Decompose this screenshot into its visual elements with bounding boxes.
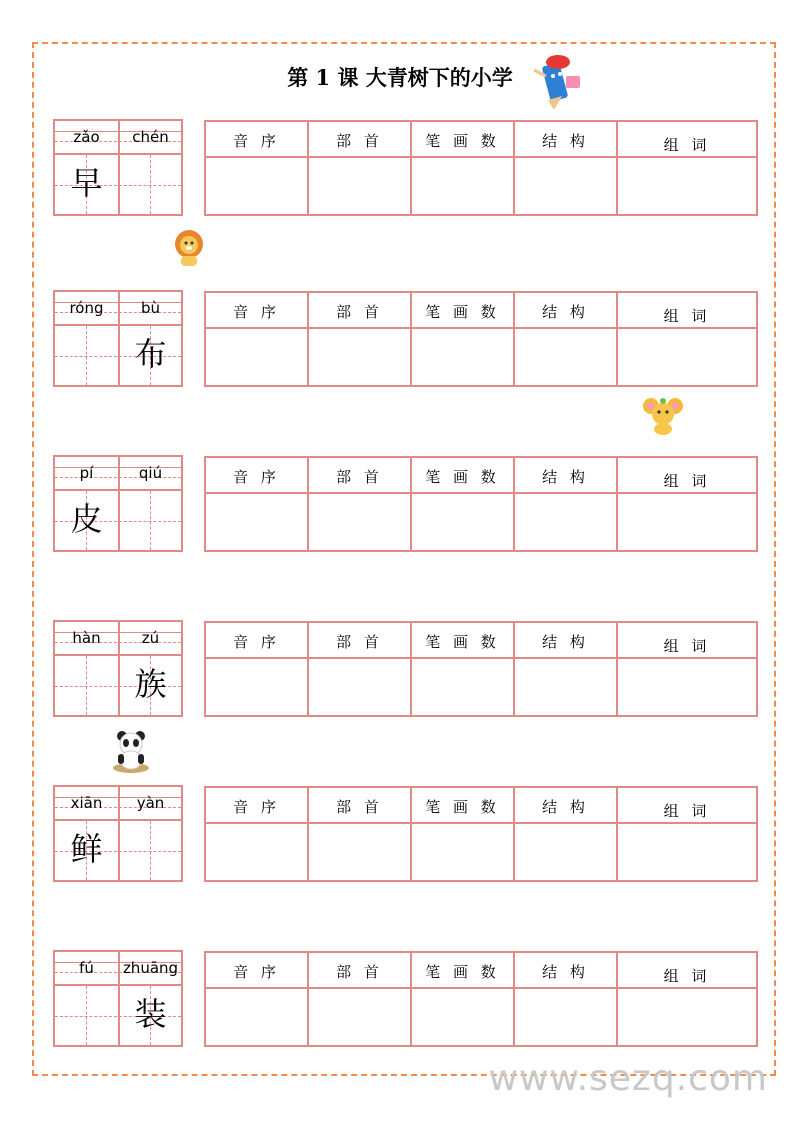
answer-cell[interactable] — [515, 989, 616, 1045]
answer-cell[interactable] — [309, 659, 410, 715]
table-column — [206, 122, 309, 214]
answer-cell[interactable] — [618, 329, 756, 385]
table-column — [206, 293, 309, 385]
hanzi-character: 鲜 — [70, 830, 103, 868]
table-column — [412, 953, 515, 1045]
answer-cell[interactable] — [618, 494, 756, 550]
tianzige-box — [53, 620, 183, 717]
answer-cell[interactable] — [515, 329, 616, 385]
column-header: 结 构 — [542, 963, 589, 981]
column-header: 部 首 — [336, 798, 383, 816]
hanzi-character: 早 — [70, 164, 103, 202]
table-column — [309, 788, 412, 880]
table-column — [309, 623, 412, 715]
column-header: 结 构 — [542, 303, 589, 321]
pinyin-label: róng — [69, 299, 104, 317]
column-header: 笔 画 数 — [425, 132, 500, 150]
column-header: 组 词 — [663, 472, 711, 490]
character-row — [53, 785, 758, 883]
hanzi-character: 皮 — [70, 500, 103, 538]
tianzige-box — [53, 119, 183, 216]
answer-cell[interactable] — [309, 824, 410, 880]
analysis-table — [204, 291, 758, 387]
table-column — [515, 122, 618, 214]
column-header: 组 词 — [663, 637, 711, 655]
table-column — [515, 953, 618, 1045]
table-column — [412, 293, 515, 385]
answer-cell[interactable] — [206, 824, 307, 880]
pinyin-label: xiān — [70, 794, 103, 812]
column-header: 音 序 — [233, 468, 280, 486]
tianzige-box — [53, 455, 183, 552]
column-header: 音 序 — [233, 132, 280, 150]
table-column — [412, 122, 515, 214]
column-header: 组 词 — [663, 307, 711, 325]
pinyin-label: qiú — [138, 464, 163, 482]
column-header: 笔 画 数 — [425, 303, 500, 321]
pencil-mascot-icon — [532, 50, 588, 112]
table-column — [515, 623, 618, 715]
column-header: 部 首 — [336, 132, 383, 150]
answer-cell[interactable] — [309, 158, 410, 214]
table-column — [618, 788, 756, 880]
pinyin-label: yàn — [136, 794, 165, 812]
hanzi-character: 族 — [134, 665, 167, 703]
answer-cell[interactable] — [206, 494, 307, 550]
table-column — [206, 788, 309, 880]
character-row — [53, 290, 758, 388]
column-header: 组 词 — [663, 136, 711, 154]
column-header: 音 序 — [233, 633, 280, 651]
table-column — [309, 122, 412, 214]
column-header: 结 构 — [542, 468, 589, 486]
tianzige-box — [53, 290, 183, 387]
table-column — [309, 458, 412, 550]
analysis-table — [204, 951, 758, 1047]
table-column — [412, 623, 515, 715]
answer-cell[interactable] — [206, 659, 307, 715]
page-title: 第 1 课 大青树下的小学 — [287, 65, 513, 90]
pinyin-label: bù — [140, 299, 161, 317]
column-header: 笔 画 数 — [425, 963, 500, 981]
answer-cell[interactable] — [412, 494, 513, 550]
character-row — [53, 620, 758, 718]
table-column — [618, 623, 756, 715]
table-column — [206, 623, 309, 715]
answer-cell[interactable] — [206, 989, 307, 1045]
column-header: 部 首 — [336, 468, 383, 486]
mouse-icon — [642, 396, 684, 436]
answer-cell[interactable] — [206, 158, 307, 214]
character-row — [53, 119, 758, 217]
column-header: 部 首 — [336, 633, 383, 651]
table-column — [515, 293, 618, 385]
panda-icon — [110, 728, 152, 774]
column-header: 组 词 — [663, 967, 711, 985]
answer-cell[interactable] — [412, 989, 513, 1045]
answer-cell[interactable] — [412, 824, 513, 880]
answer-cell[interactable] — [309, 329, 410, 385]
column-header: 部 首 — [336, 963, 383, 981]
answer-cell[interactable] — [412, 659, 513, 715]
column-header: 部 首 — [336, 303, 383, 321]
answer-cell[interactable] — [309, 494, 410, 550]
pinyin-label: zú — [141, 629, 160, 647]
column-header: 结 构 — [542, 798, 589, 816]
answer-cell[interactable] — [309, 989, 410, 1045]
column-header: 笔 画 数 — [425, 798, 500, 816]
analysis-table — [204, 456, 758, 552]
pinyin-label: chén — [132, 128, 169, 146]
answer-cell[interactable] — [515, 659, 616, 715]
table-column — [618, 122, 756, 214]
answer-cell[interactable] — [618, 158, 756, 214]
watermark: www.sezq.com — [488, 1058, 768, 1099]
column-header: 笔 画 数 — [425, 468, 500, 486]
table-column — [618, 953, 756, 1045]
tianzige-box — [53, 785, 183, 882]
column-header: 音 序 — [233, 798, 280, 816]
character-row — [53, 950, 758, 1048]
table-column — [412, 788, 515, 880]
character-row — [53, 455, 758, 553]
answer-cell[interactable] — [618, 659, 756, 715]
table-column — [515, 458, 618, 550]
table-column — [618, 458, 756, 550]
table-column — [412, 458, 515, 550]
analysis-table — [204, 621, 758, 717]
tianzige-box — [53, 950, 183, 1047]
answer-cell[interactable] — [515, 494, 616, 550]
lion-icon — [171, 228, 207, 268]
answer-cell[interactable] — [412, 329, 513, 385]
analysis-table — [204, 786, 758, 882]
analysis-table — [204, 120, 758, 216]
answer-cell[interactable] — [515, 158, 616, 214]
answer-cell[interactable] — [412, 158, 513, 214]
column-header: 音 序 — [233, 303, 280, 321]
pinyin-label: zhuāng — [122, 959, 179, 977]
answer-cell[interactable] — [515, 824, 616, 880]
table-column — [206, 458, 309, 550]
table-column — [309, 953, 412, 1045]
column-header: 结 构 — [542, 132, 589, 150]
pinyin-label: fú — [79, 959, 94, 977]
pinyin-label: zǎo — [73, 128, 100, 146]
column-header: 组 词 — [663, 802, 711, 820]
table-column — [618, 293, 756, 385]
table-column — [206, 953, 309, 1045]
table-column — [309, 293, 412, 385]
pinyin-label: pí — [79, 464, 94, 482]
answer-cell[interactable] — [618, 824, 756, 880]
column-header: 笔 画 数 — [425, 633, 500, 651]
column-header: 结 构 — [542, 633, 589, 651]
column-header: 音 序 — [233, 963, 280, 981]
hanzi-character: 布 — [134, 335, 167, 373]
pinyin-label: hàn — [72, 629, 101, 647]
table-column — [515, 788, 618, 880]
answer-cell[interactable] — [618, 989, 756, 1045]
answer-cell[interactable] — [206, 329, 307, 385]
hanzi-character: 装 — [134, 995, 167, 1033]
